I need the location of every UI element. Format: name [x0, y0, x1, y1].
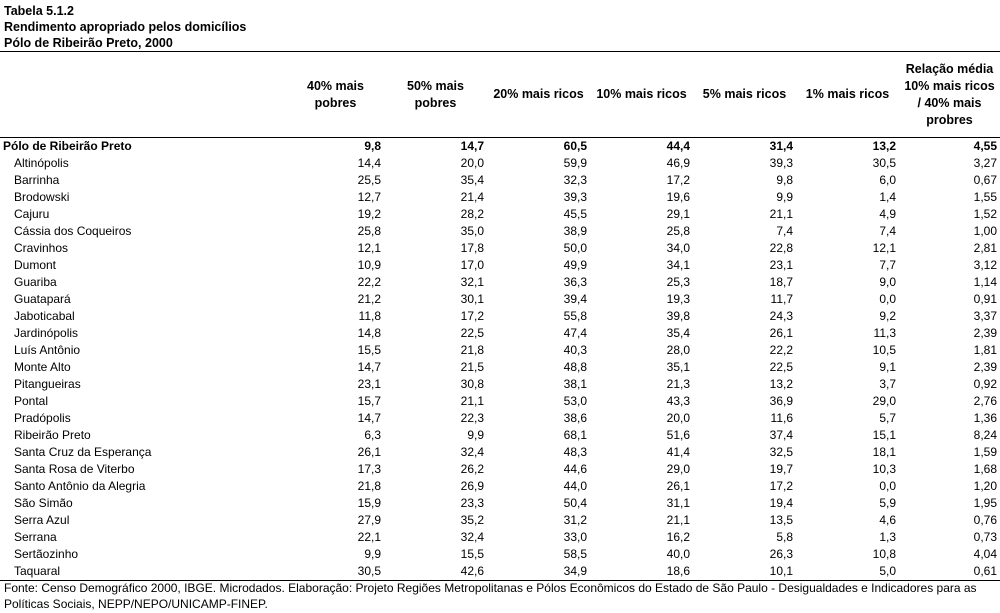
cell-value: 11,3: [873, 326, 896, 340]
cell-value: 55,8: [563, 309, 587, 323]
table-row: [0, 393, 1000, 410]
cell-value: 25,8: [666, 224, 690, 238]
cell-value: 8,24: [973, 428, 997, 442]
header-cell-20-richest: 20% mais ricos: [487, 52, 590, 138]
cell-value: 60,5: [563, 139, 587, 153]
cell-value: 17,8: [460, 241, 484, 255]
cell-value: 1,52: [973, 207, 997, 221]
cell-name: Altinópolis: [14, 156, 69, 170]
cell-value: 21,1: [769, 207, 793, 221]
cell-name: Monte Alto: [14, 360, 71, 374]
cell-value: 34,1: [666, 258, 690, 272]
cell-value: 22,5: [460, 326, 484, 340]
cell-value: 2,81: [973, 241, 997, 255]
cell-value: 9,8: [776, 173, 793, 187]
header-cell-1-richest: 1% mais ricos: [796, 52, 899, 138]
cell-value: 11,8: [358, 309, 381, 323]
cell-value: 29,0: [666, 462, 690, 476]
table-row: [0, 308, 1000, 325]
cell-value: 25,8: [357, 224, 381, 238]
cell-value: 35,4: [460, 173, 484, 187]
cell-value: 51,6: [666, 428, 690, 442]
cell-value: 41,4: [666, 445, 690, 459]
cell-value: 4,9: [879, 207, 896, 221]
cell-value: 58,5: [563, 547, 587, 561]
cell-value: 31,1: [666, 496, 690, 510]
cell-name: Jardinópolis: [14, 326, 79, 340]
table-row: [0, 478, 1000, 495]
cell-name: Cajuru: [14, 207, 50, 221]
cell-value: 1,14: [973, 275, 997, 289]
cell-name: Santa Cruz da Esperança: [14, 445, 152, 459]
cell-value: 7,4: [776, 224, 793, 238]
cell-value: 2,39: [973, 326, 997, 340]
cell-value: 9,9: [364, 547, 381, 561]
cell-value: 19,2: [357, 207, 381, 221]
cell-value: 0,92: [973, 377, 997, 391]
cell-value: 7,7: [879, 258, 896, 272]
table-row: [0, 206, 1000, 223]
cell-value: 17,2: [666, 173, 690, 187]
table-row: [0, 223, 1000, 240]
cell-value: 14,4: [357, 156, 381, 170]
cell-value: 35,0: [460, 224, 484, 238]
cell-value: 13,2: [769, 377, 793, 391]
cell-value: 42,6: [384, 563, 487, 581]
cell-value: 9,8: [364, 139, 381, 153]
cell-value: 46,9: [666, 156, 690, 170]
cell-value: 19,6: [666, 190, 690, 204]
cell-value: 49,9: [563, 258, 587, 272]
cell-value: 32,3: [563, 173, 587, 187]
table-row: [0, 512, 1000, 529]
table-row: [0, 546, 1000, 563]
cell-value: 15,1: [872, 428, 896, 442]
cell-value: 38,9: [563, 224, 587, 238]
cell-value: 1,3: [879, 530, 896, 544]
cell-name: São Simão: [14, 496, 73, 510]
cell-name: Guatapará: [14, 292, 71, 306]
cell-value: 1,68: [973, 462, 997, 476]
cell-name: Pontal: [14, 394, 49, 408]
cell-value: 5,8: [776, 530, 793, 544]
table-row: [0, 359, 1000, 376]
cell-value: 44,0: [563, 479, 587, 493]
cell-value: 31,2: [563, 513, 587, 527]
cell-value: 32,4: [460, 445, 484, 459]
cell-value: 26,1: [666, 479, 690, 493]
cell-value: 3,27: [973, 156, 997, 170]
cell-value: 21,8: [357, 479, 381, 493]
cell-value: 6,0: [879, 173, 896, 187]
header-cell-10-richest: 10% mais ricos: [590, 52, 693, 138]
table-row: [0, 444, 1000, 461]
cell-value: 15,7: [357, 394, 381, 408]
cell-value: 2,39: [973, 360, 997, 374]
cell-value: 0,61: [899, 563, 1000, 581]
cell-value: 4,55: [973, 139, 997, 153]
cell-value: 3,37: [973, 309, 997, 323]
cell-value: 25,5: [357, 173, 381, 187]
table-number: Tabela 5.1.2: [4, 4, 74, 18]
cell-value: 1,36: [973, 411, 997, 425]
cell-value: 5,9: [879, 496, 896, 510]
cell-value: 43,3: [666, 394, 690, 408]
header-cell-5-richest: 5% mais ricos: [693, 52, 796, 138]
cell-value: 68,1: [563, 428, 587, 442]
cell-value: 0,0: [879, 479, 896, 493]
table-row: [0, 172, 1000, 189]
source-note: Fonte: Censo Demográfico 2000, IBGE. Microdados. Elaboração: Projeto Regiões Metropolitanas e Pólos Econômicos do Estado de São Paulo - Desigualdades e Indicadores para as Políticas Sociais, NEPP/NEPO/UNICAMP-FINEP.: [4, 581, 977, 611]
cell-value: 22,8: [769, 241, 793, 255]
cell-value: 21,1: [666, 513, 690, 527]
cell-value: 29,1: [666, 207, 690, 221]
data-table-wrapper: [0, 51, 1000, 581]
cell-value: 21,5: [460, 360, 484, 374]
table-row: [0, 495, 1000, 512]
cell-value: 11,7: [770, 292, 793, 306]
cell-value: 26,1: [769, 326, 793, 340]
cell-value: 21,4: [460, 190, 484, 204]
table-row: [0, 240, 1000, 257]
cell-value: 20,0: [460, 156, 484, 170]
cell-value: 39,8: [666, 309, 690, 323]
cell-value: 10,5: [872, 343, 896, 357]
cell-value: 12,1: [357, 241, 381, 255]
cell-value: 53,0: [563, 394, 587, 408]
cell-value: 12,1: [872, 241, 896, 255]
cell-name: Pitangueiras: [14, 377, 81, 391]
cell-value: 6,3: [364, 428, 381, 442]
cell-value: 12,7: [357, 190, 381, 204]
table-row: [0, 427, 1000, 444]
table-row: [0, 155, 1000, 172]
cell-value: 36,9: [769, 394, 793, 408]
cell-value: 1,00: [973, 224, 997, 238]
cell-value: 17,2: [769, 479, 793, 493]
cell-value: 5,7: [879, 411, 896, 425]
cell-value: 10,1: [693, 563, 796, 581]
cell-value: 23,1: [769, 258, 793, 272]
table-row: [0, 461, 1000, 478]
cell-name: Sertãozinho: [14, 547, 79, 561]
cell-value: 30,1: [460, 292, 484, 306]
cell-value: 0,67: [973, 173, 997, 187]
cell-value: 18,7: [769, 275, 793, 289]
cell-value: 38,6: [563, 411, 587, 425]
cell-value: 21,2: [357, 292, 381, 306]
cell-value: 27,9: [357, 513, 381, 527]
cell-name: Brodowski: [14, 190, 70, 204]
header-row: [0, 52, 1000, 138]
cell-value: 1,20: [973, 479, 997, 493]
cell-value: 22,1: [357, 530, 381, 544]
table-row: [0, 529, 1000, 546]
cell-value: 18,1: [872, 445, 896, 459]
table-row: [0, 563, 1000, 581]
cell-value: 2,76: [973, 394, 997, 408]
cell-value: 37,4: [769, 428, 793, 442]
cell-value: 10,8: [872, 547, 896, 561]
cell-value: 26,3: [769, 547, 793, 561]
cell-value: 1,95: [973, 496, 997, 510]
cell-value: 3,7: [879, 377, 896, 391]
table-row: [0, 257, 1000, 274]
cell-value: 17,0: [460, 258, 484, 272]
cell-value: 10,3: [872, 462, 896, 476]
cell-value: 25,3: [666, 275, 690, 289]
cell-value: 18,6: [590, 563, 693, 581]
cell-value: 9,1: [879, 360, 896, 374]
cell-value: 7,4: [879, 224, 896, 238]
cell-value: 9,9: [467, 428, 484, 442]
cell-value: 29,0: [872, 394, 896, 408]
cell-value: 23,1: [357, 377, 381, 391]
header-cell-municipality: [0, 52, 287, 138]
cell-name: Pradópolis: [14, 411, 71, 425]
cell-value: 44,4: [666, 139, 690, 153]
cell-value: 34,9: [487, 563, 590, 581]
table-row: [0, 291, 1000, 308]
cell-value: 1,4: [879, 190, 896, 204]
table-row: [0, 274, 1000, 291]
cell-value: 0,73: [973, 530, 997, 544]
cell-value: 30,8: [460, 377, 484, 391]
cell-value: 15,5: [357, 343, 381, 357]
cell-value: 50,0: [563, 241, 587, 255]
cell-value: 21,8: [460, 343, 484, 357]
cell-value: 19,7: [769, 462, 793, 476]
cell-value: 24,3: [769, 309, 793, 323]
cell-value: 32,5: [769, 445, 793, 459]
cell-value: 1,55: [973, 190, 997, 204]
cell-name: Ribeirão Preto: [14, 428, 91, 442]
cell-name: Serra Azul: [14, 513, 70, 527]
cell-value: 21,3: [666, 377, 690, 391]
cell-value: 39,3: [769, 156, 793, 170]
cell-name: Luís Antônio: [14, 343, 81, 357]
cell-value: 22,2: [357, 275, 381, 289]
cell-name: Guariba: [14, 275, 57, 289]
cell-value: 9,2: [879, 309, 896, 323]
cell-value: 22,3: [460, 411, 484, 425]
cell-value: 13,5: [769, 513, 793, 527]
total-row: [0, 138, 1000, 156]
cell-value: 17,3: [357, 462, 381, 476]
cell-value: 40,0: [666, 547, 690, 561]
cell-value: 10,9: [357, 258, 381, 272]
cell-value: 19,4: [769, 496, 793, 510]
cell-name: Santo Antônio da Alegria: [14, 479, 146, 493]
cell-value: 48,3: [563, 445, 587, 459]
cell-name: Cássia dos Coqueiros: [14, 224, 132, 238]
header-cell-40-poorest: 40% mais pobres: [287, 52, 384, 138]
header-cell-50-poorest: 50% mais pobres: [384, 52, 487, 138]
cell-name: Serrana: [14, 530, 57, 544]
cell-value: 22,5: [769, 360, 793, 374]
table-row: [0, 189, 1000, 206]
table-body: [0, 138, 1000, 581]
cell-value: 35,4: [666, 326, 690, 340]
cell-value: 26,9: [460, 479, 484, 493]
cell-value: 16,2: [666, 530, 690, 544]
cell-value: 32,1: [460, 275, 484, 289]
cell-value: 28,2: [460, 207, 484, 221]
cell-value: 0,0: [879, 292, 896, 306]
cell-value: 26,2: [460, 462, 484, 476]
cell-value: 14,7: [357, 411, 381, 425]
cell-value: 0,91: [973, 292, 997, 306]
cell-name: Taquaral: [0, 563, 287, 581]
cell-value: 4,04: [973, 547, 997, 561]
cell-value: 22,2: [769, 343, 793, 357]
cell-value: 35,2: [460, 513, 484, 527]
cell-value: 20,0: [666, 411, 690, 425]
cell-value: 34,0: [666, 241, 690, 255]
cell-name: Pólo de Ribeirão Preto: [3, 139, 132, 153]
cell-value: 36,3: [563, 275, 587, 289]
cell-value: 39,4: [563, 292, 587, 306]
table-title: Rendimento apropriado pelos domicílios: [4, 20, 247, 34]
cell-value: 5,0: [796, 563, 899, 581]
cell-value: 1,81: [973, 343, 997, 357]
cell-value: 4,6: [879, 513, 896, 527]
cell-value: 45,5: [563, 207, 587, 221]
table-subtitle: Pólo de Ribeirão Preto, 2000: [4, 36, 173, 50]
cell-value: 14,7: [460, 139, 484, 153]
cell-value: 47,4: [563, 326, 587, 340]
cell-value: 13,2: [872, 139, 896, 153]
cell-value: 14,7: [357, 360, 381, 374]
cell-value: 50,4: [563, 496, 587, 510]
cell-value: 14,8: [357, 326, 381, 340]
income-table: [0, 51, 1000, 581]
cell-value: 30,5: [872, 156, 896, 170]
table-row: [0, 342, 1000, 359]
table-row: [0, 410, 1000, 427]
cell-value: 3,12: [973, 258, 997, 272]
cell-value: 0,76: [973, 513, 997, 527]
cell-value: 23,3: [460, 496, 484, 510]
cell-value: 15,5: [460, 547, 484, 561]
cell-name: Cravinhos: [14, 241, 69, 255]
table-header: [0, 52, 1000, 138]
cell-value: 30,5: [287, 563, 384, 581]
cell-value: 15,9: [357, 496, 381, 510]
cell-value: 40,3: [563, 343, 587, 357]
cell-value: 39,3: [563, 190, 587, 204]
cell-value: 38,1: [563, 377, 587, 391]
table-row: [0, 376, 1000, 393]
cell-value: 1,59: [973, 445, 997, 459]
cell-value: 9,9: [776, 190, 793, 204]
cell-value: 21,1: [460, 394, 484, 408]
cell-value: 35,1: [666, 360, 690, 374]
cell-value: 44,6: [563, 462, 587, 476]
cell-value: 32,4: [460, 530, 484, 544]
cell-value: 31,4: [769, 139, 793, 153]
cell-value: 59,9: [563, 156, 587, 170]
cell-name: Santa Rosa de Viterbo: [14, 462, 135, 476]
cell-value: 11,6: [770, 411, 793, 425]
cell-value: 48,8: [563, 360, 587, 374]
table-row: [0, 325, 1000, 342]
table-titles: [4, 3, 246, 51]
cell-value: 33,0: [563, 530, 587, 544]
header-cell-ratio: Relação média 10% mais ricos / 40% mais probres: [899, 52, 1000, 138]
cell-name: Jaboticabal: [14, 309, 75, 323]
cell-name: Barrinha: [14, 173, 60, 187]
cell-name: Dumont: [14, 258, 57, 272]
cell-value: 17,2: [460, 309, 484, 323]
cell-value: 26,1: [357, 445, 381, 459]
cell-value: 9,0: [879, 275, 896, 289]
cell-value: 28,0: [666, 343, 690, 357]
cell-value: 19,3: [666, 292, 690, 306]
